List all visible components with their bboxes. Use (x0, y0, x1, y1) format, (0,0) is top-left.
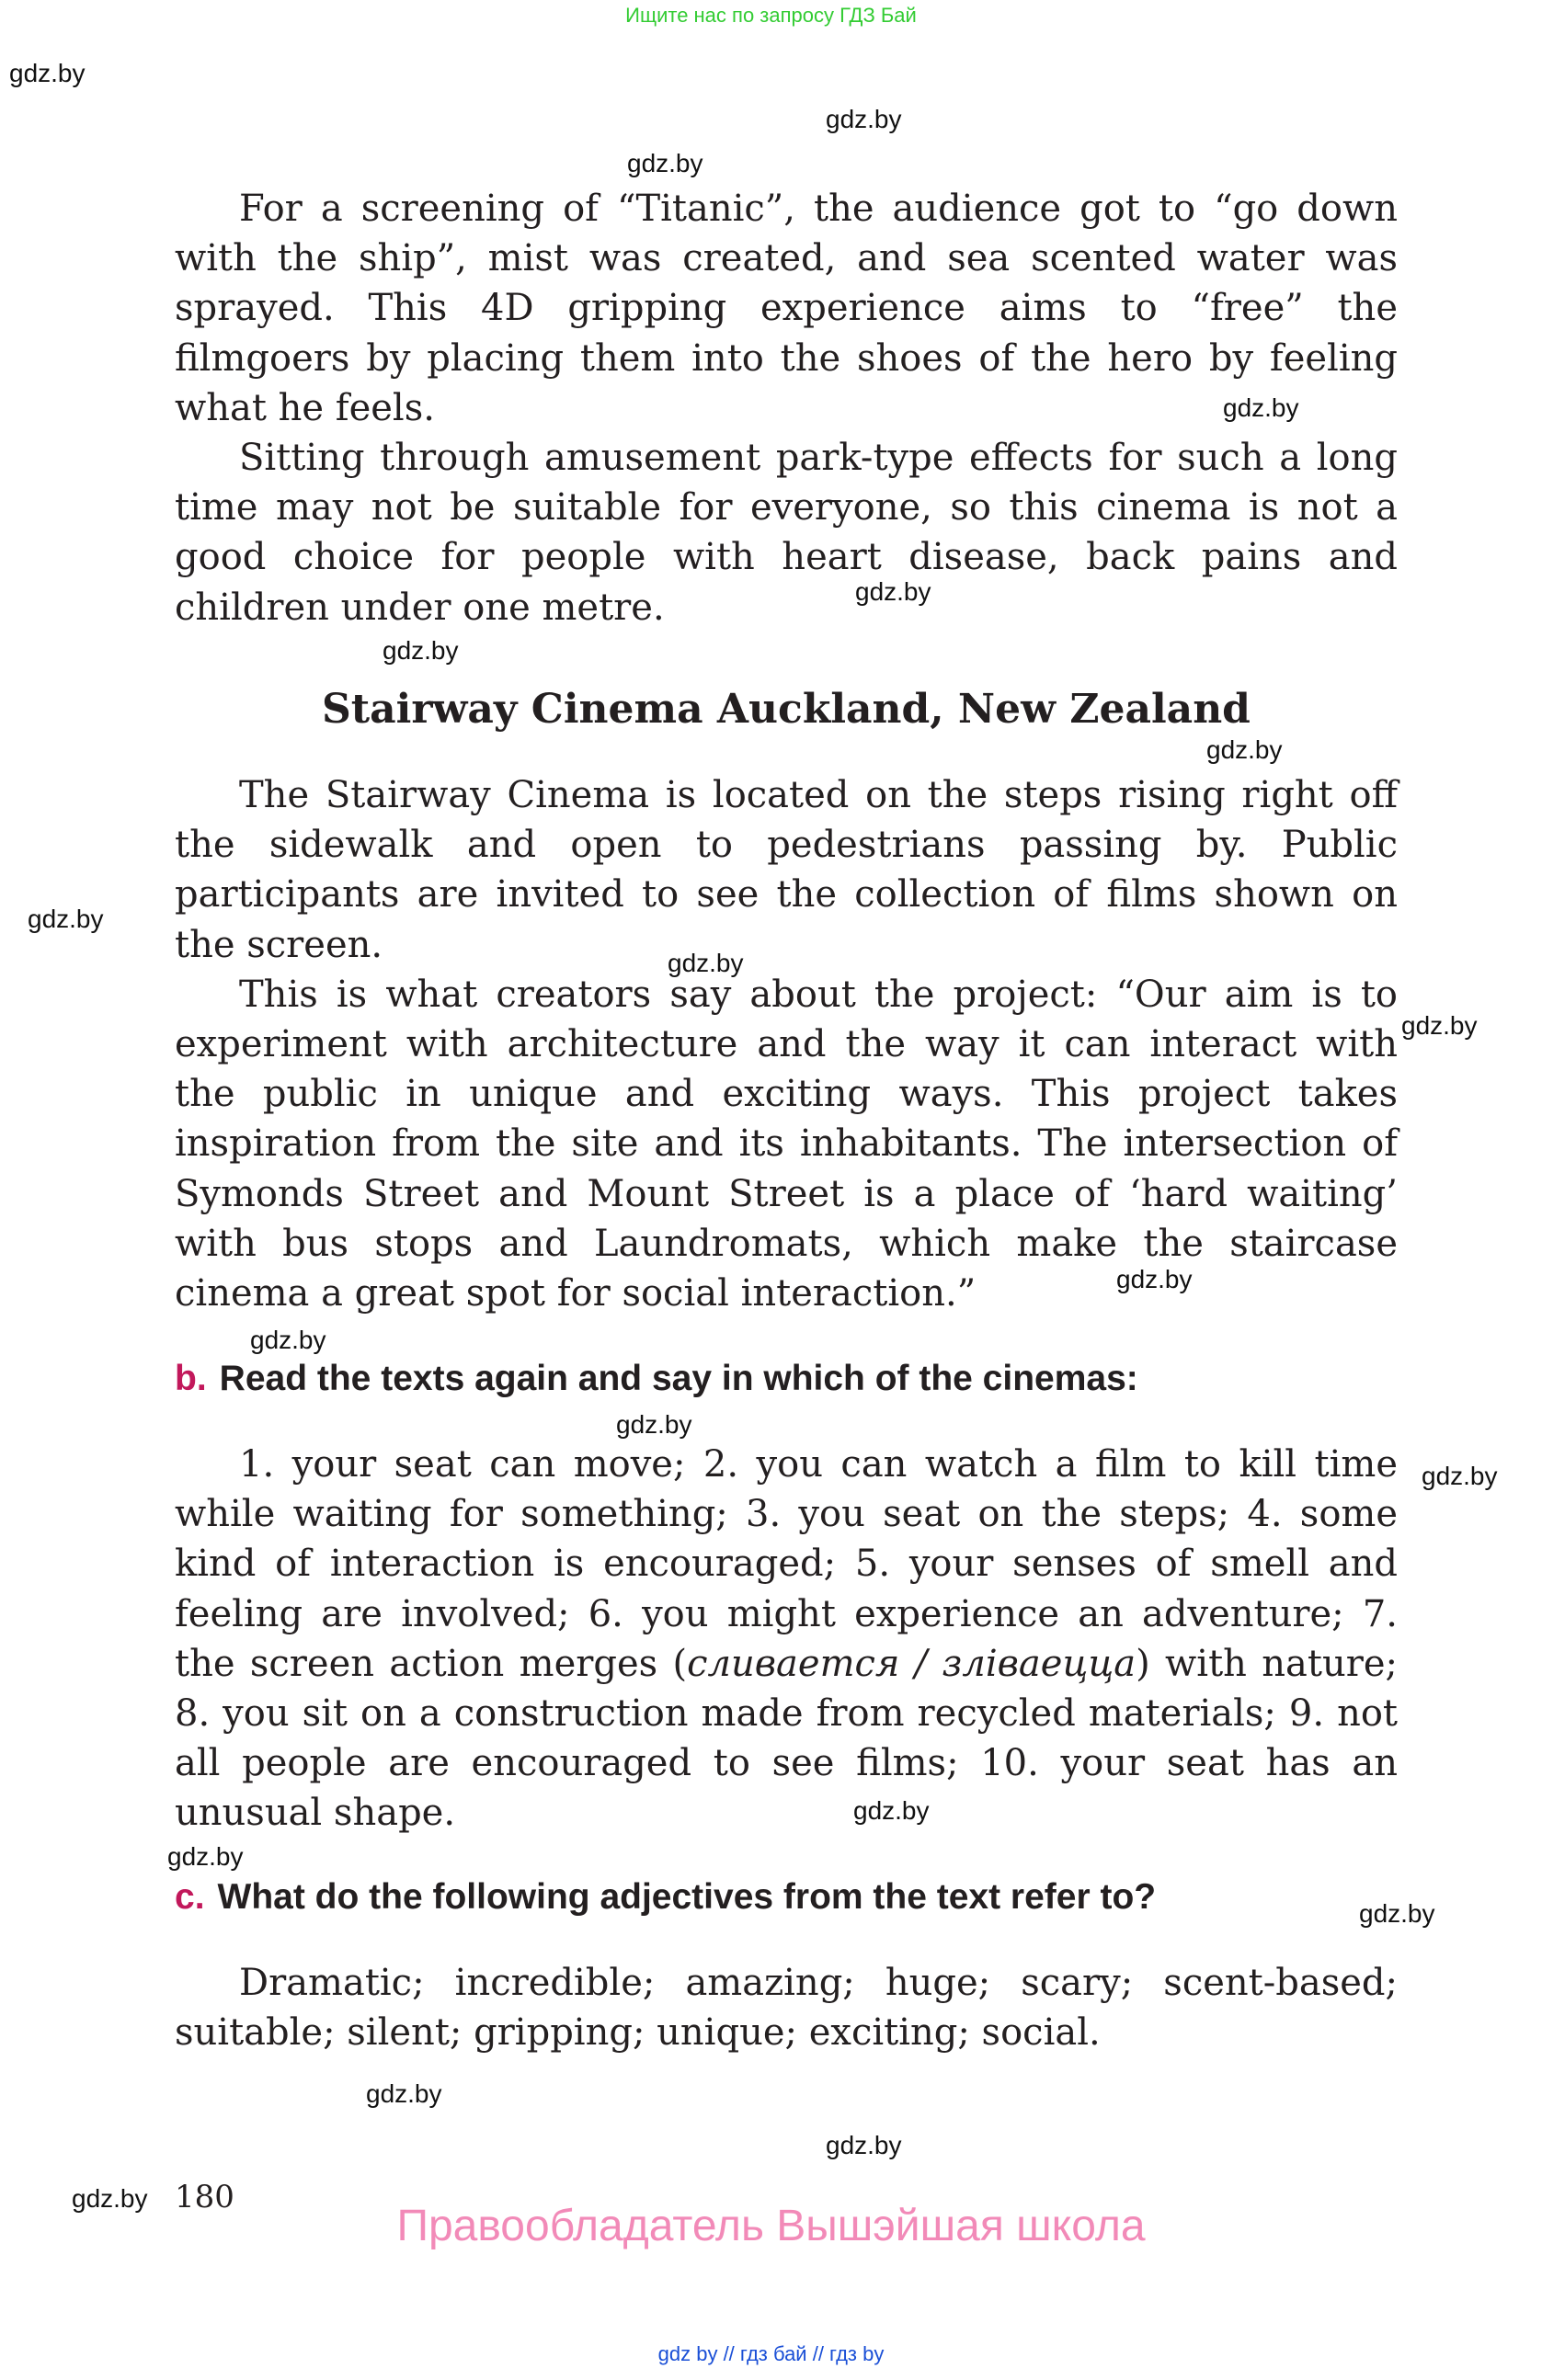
watermark: gdz.by (1359, 1899, 1435, 1928)
task-letter: b. (175, 1359, 207, 1398)
adjectives-text: Dramatic; incredible; amazing; huge; scary; scent-based; suitable; silent; gripping; unique; exciting; social. (175, 1962, 1398, 2055)
paragraph: The Stairway Cinema is located on the steps rising right off the sidewalk and open to pedestrians passing by. Public participants are invited to see the collection of films shown on the screen. (175, 774, 1398, 966)
watermark: gdz.by (1401, 1011, 1478, 1040)
adjectives-list (175, 1958, 1398, 2057)
watermark: gdz.by (167, 1842, 244, 1871)
bottom-banner[interactable]: gdz by // гдз бай // гдз by (657, 2342, 885, 2365)
watermark: gdz.by (9, 59, 86, 87)
section-heading: Stairway Cinema Auckland, New Zealand (322, 686, 1251, 733)
task-b-list (175, 1440, 1398, 1839)
watermark: gdz.by (1116, 1265, 1193, 1293)
watermark: gdz.by (383, 636, 459, 665)
watermark: gdz.by (1223, 393, 1299, 422)
watermark: gdz.by (627, 149, 703, 177)
watermark: gdz.by (855, 577, 931, 606)
paragraph: This is what creators say about the project: “Our aim is to experiment with architecture and the way it can interact with the public in unique and exciting ways. This project takes inspiration from the site and its inhabitants. The intersection of Symonds Street and Mount Street is a place of ‘hard waiting’ with bus stops and Laundromats, which make the staircase cinema a great spot for social interaction.” (175, 973, 1398, 1315)
watermark: gdz.by (250, 1326, 326, 1354)
watermark: gdz.by (72, 2184, 148, 2213)
task-b (175, 1359, 1425, 1399)
page-number: 180 (175, 2179, 234, 2215)
watermark: gdz.by (853, 1796, 930, 1825)
rights-holder: Правообладатель Вышэйшая школа (396, 2202, 1146, 2250)
watermark: gdz.by (826, 2131, 902, 2159)
paragraph: For a screening of “Titanic”, the audience got to “go down with the ship”, mist was created, and sea scented water was sprayed. This 4D gripping experience aims to “free” the filmgoers by placing them into the shoes of the hero by feeling what he feels. (175, 188, 1398, 429)
watermark: gdz.by (28, 905, 104, 933)
watermark: gdz.by (826, 105, 902, 133)
watermark: gdz.by (366, 2079, 442, 2108)
task-instruction: Read the texts again and say in which of the cinemas: (219, 1359, 1138, 1398)
paragraph: Sitting through amusement park-type effects for such a long time may not be suitable for everyone, so this cinema is not a good choice for people with heart disease, back pains and children under one metre. (175, 437, 1398, 629)
watermark: gdz.by (668, 949, 744, 977)
watermark: gdz.by (1422, 1462, 1498, 1490)
task-letter: c. (175, 1877, 205, 1917)
task-instruction: What do the following adjectives from the text refer to? (217, 1877, 1157, 1917)
stairway-text-block (175, 770, 1398, 1318)
intro-text-block (175, 184, 1398, 632)
list-text: 1. your seat can move; 2. you can watch a film to kill time while waiting for something; 3. you seat on the steps; 4. some kind of interaction is encouraged; 5. your senses of smell and feeling are involved; 6. you might experience an adventure; 7. the screen action merges (сливается / зліваецца) with nature; 8. you sit on a construction made from recycled materials; 9. not all people are encouraged to see films; 10. your seat has an unusual shape. (175, 1443, 1398, 1835)
watermark: gdz.by (616, 1410, 692, 1439)
top-banner[interactable]: Ищите нас по запросу ГДЗ Бай (625, 4, 917, 27)
task-c (175, 1877, 1425, 1918)
translation: сливается / зліваецца (687, 1642, 1137, 1685)
watermark: gdz.by (1206, 735, 1283, 764)
